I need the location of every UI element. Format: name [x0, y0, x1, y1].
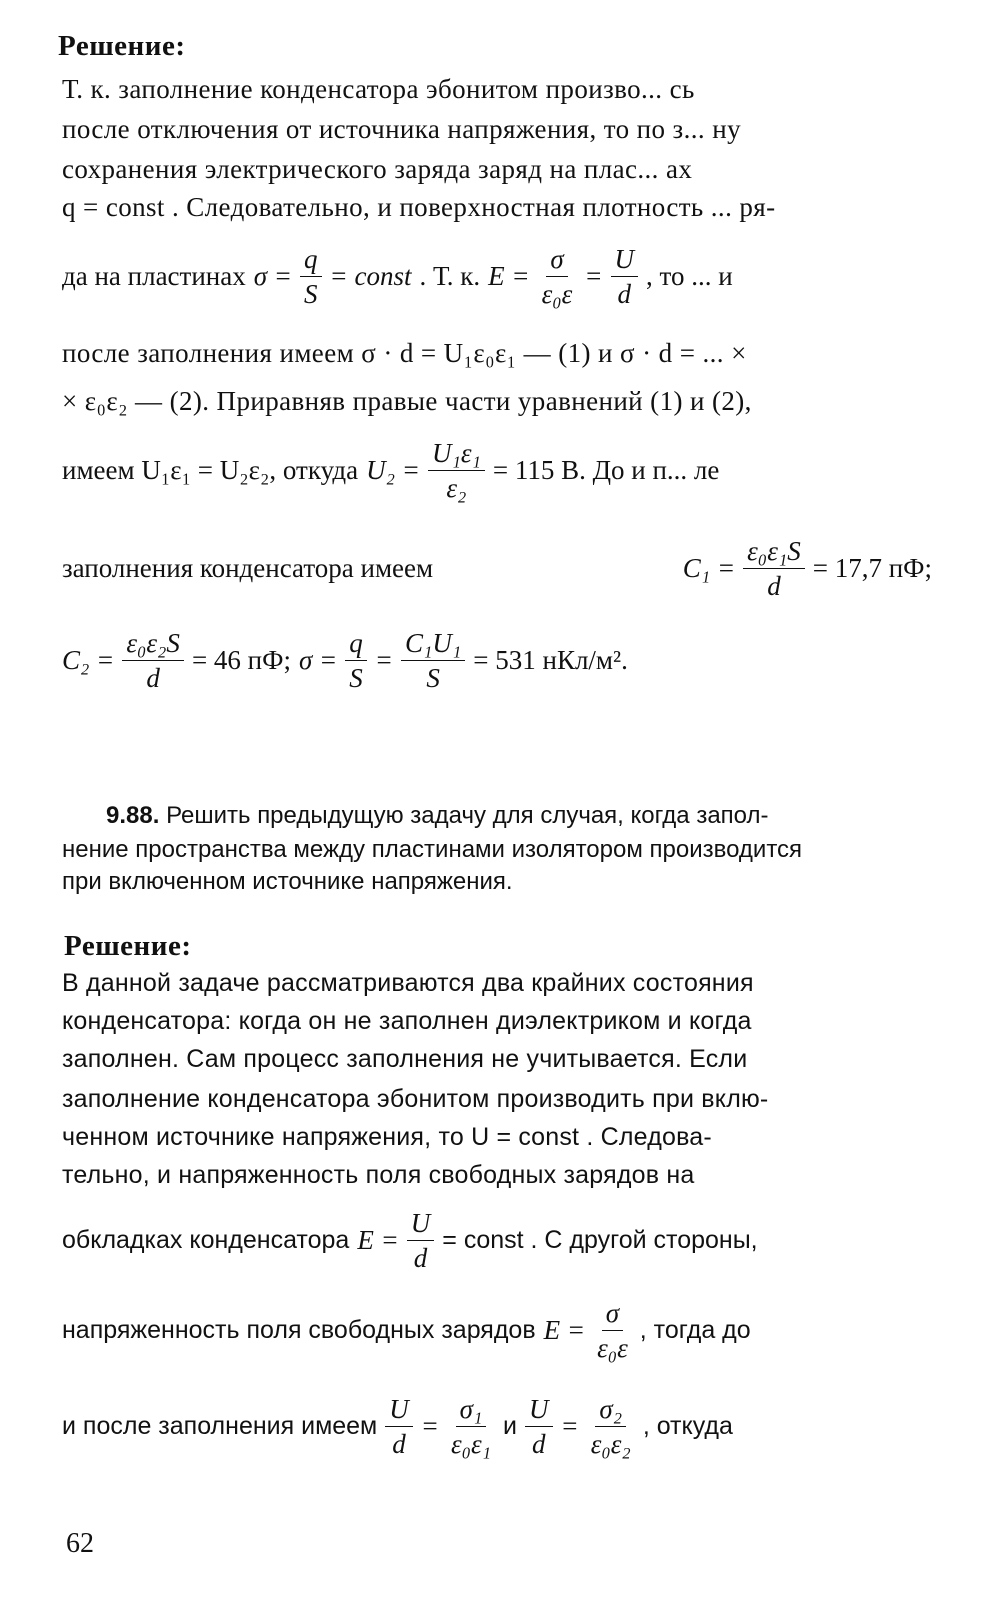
text-segment: напряженность поля свободных зарядов [62, 1316, 536, 1344]
fraction-sigma1: $\frac{\text{σ₁}}{\text{ε₀ε₁}}$ [450, 1394, 492, 1459]
math-symbol: σ = [253, 261, 293, 291]
math-symbol: E = [488, 261, 530, 291]
solution-heading-2: Решение: [64, 930, 192, 962]
text-line: конденсатора: когда он не заполнен диэлектриком и когда [62, 1007, 752, 1035]
math-symbol: U₂ = [366, 455, 420, 485]
text-segment: , то ... и [646, 261, 733, 291]
text-line: сохранения электрического заряда заряд на плас... ах [62, 154, 693, 184]
text-segment: = const . С другой стороны, [442, 1226, 758, 1254]
text-segment: обкладках конденсатора [62, 1226, 350, 1254]
text-line: ченном источнике напряжения, то U = const . Следова- [62, 1123, 712, 1151]
fraction-sigma-over-eps: $\frac{\sigma}{\text{ε₀ε}}$ [541, 244, 573, 309]
text-line: Т. к. заполнение конденсатора эбонитом произво... сь [62, 74, 695, 104]
math-symbol: = [584, 261, 603, 291]
formula-line-u2 [62, 436, 719, 505]
math-symbol: E = [357, 1225, 399, 1255]
text-segment: = 115 В. До и п... ле [492, 455, 720, 485]
math-symbol: = [560, 1411, 579, 1441]
formula-line-ud [62, 1392, 733, 1461]
problem-number: 9.88. [106, 802, 160, 829]
fraction-c1: $\frac{\text{ε₀ε₁S}}{d}$ [743, 534, 805, 603]
text-line: заполнен. Сам процесс заполнения не учитывается. Если [62, 1045, 748, 1073]
math-symbol: C₁ = [682, 553, 736, 583]
problem-text-line: нение пространства между пластинами изолятором производится [62, 836, 803, 863]
text-segment: да на пластинах [62, 261, 246, 291]
fraction-u-over-d-3: $\frac{U}{d}$ [385, 1392, 413, 1461]
solution-heading-1: Решение: [58, 30, 186, 62]
math-symbol: = const [329, 261, 412, 291]
text-line: тельно, и напряженность поля свободных зарядов на [62, 1161, 695, 1189]
math-symbol: E = [543, 1315, 586, 1345]
text-segment: = 46 пФ; [191, 645, 291, 675]
text-line: q = const . Следовательно, и поверхностная плотность ... ря- [62, 192, 776, 222]
problem-text-line: при включенном источнике напряжения. [62, 868, 513, 895]
problem-text-line: Решить предыдущую задачу для случая, когда запол- [166, 802, 769, 829]
text-line: заполнение конденсатора эбонитом производить при вклю- [62, 1085, 769, 1113]
formula-line-c2 [62, 626, 628, 695]
text-line: × ε₀ε₂ — (2). Приравняв правые части уравнений (1) и (2), [62, 386, 752, 416]
fraction-u-over-d-2: $\frac{U}{d}$ [407, 1206, 435, 1275]
formula-line-e-sigma [62, 1296, 751, 1365]
text-line: после отключения от источника напряжения, то по з... ну [62, 114, 741, 144]
text-line: В данной задаче рассматриваются два крайних состояния [62, 969, 754, 997]
text-segment: , откуда [642, 1412, 733, 1440]
text-segment: имеем U₁ε₁ = U₂ε₂, откуда [62, 455, 359, 485]
math-symbol: = [374, 645, 393, 675]
fraction-u-over-d: $\frac{U}{d}$ [611, 242, 639, 311]
text-segment: заполнения конденсатора имеем [62, 553, 434, 583]
text-segment: и [503, 1412, 518, 1440]
fraction-q-over-s-2: $\frac{q}{S}$ [345, 626, 367, 695]
text-segment: и после заполнения имеем [62, 1412, 378, 1440]
fraction-q-over-s: $\frac{q}{S}$ [300, 242, 322, 311]
math-symbol: C₂ = [62, 645, 115, 675]
fraction-c1u1-over-s: $\frac{\text{C₁U₁}}{S}$ [401, 626, 465, 695]
fraction-sigma-over-eps0eps: $\frac{\sigma}{\text{ε₀ε}}$ [597, 1298, 628, 1363]
page-number: 62 [66, 1528, 94, 1559]
text-segment: = 531 нКл/м². [473, 645, 628, 675]
math-symbol: σ = [298, 645, 338, 675]
text-segment: = 17,7 пФ; [812, 553, 932, 583]
problem-statement [62, 800, 932, 832]
fraction-c2: $\frac{\text{ε₀ε₂S}}{d}$ [122, 626, 184, 695]
text-segment: , тогда до [639, 1316, 751, 1344]
text-segment: . Т. к. [419, 261, 481, 291]
formula-line-c1 [62, 534, 932, 603]
math-symbol: = [420, 1411, 439, 1441]
fraction-u-over-d-4: $\frac{U}{d}$ [525, 1392, 553, 1461]
fraction-u1eps1-over-eps2: $\frac{\text{U₁ε₁}}{\text{ε₂}}$ [428, 436, 485, 505]
formula-line-e-const [62, 1206, 758, 1275]
text-line: после заполнения имеем σ · d = U₁ε₀ε₁ — (1) и σ · d = ... × [62, 338, 747, 368]
formula-line-sigma [62, 242, 733, 311]
fraction-sigma2: $\frac{\text{σ₂}}{\text{ε₀ε₂}}$ [590, 1394, 631, 1459]
